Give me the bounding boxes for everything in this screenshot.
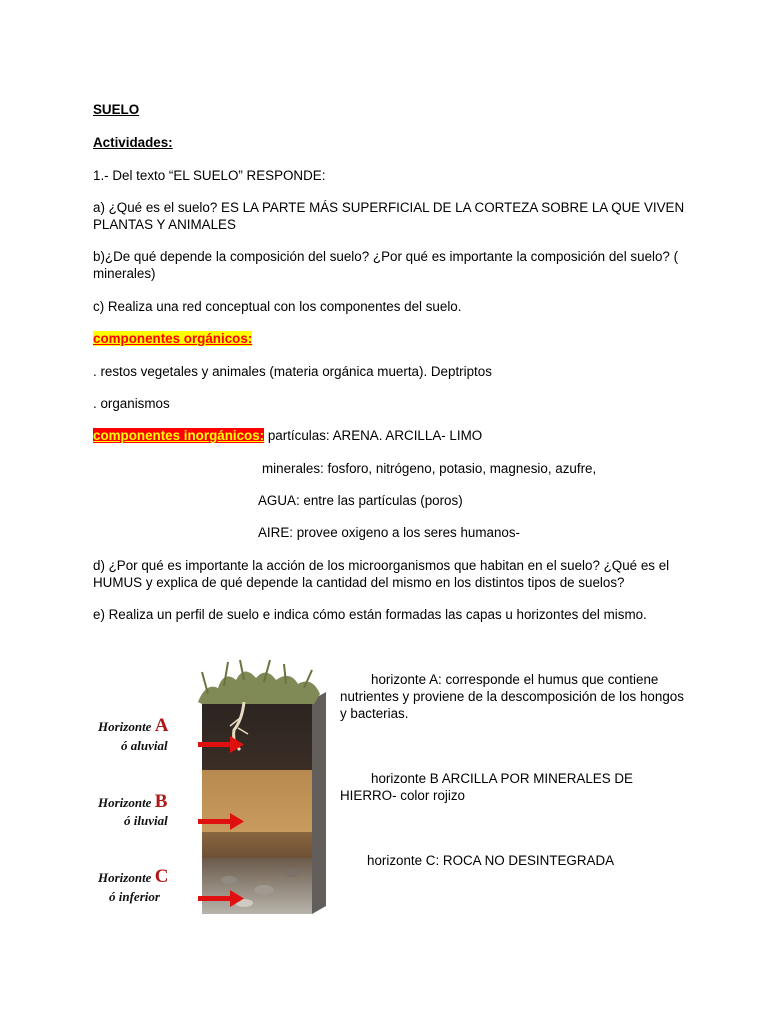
inorganic-heading-text: componentes inorgánicos: (93, 428, 265, 443)
activities-heading: Actividades: (93, 135, 173, 150)
organic-heading-text: componentes orgánicos: (93, 331, 253, 346)
question-d: d) ¿Por qué es importante la acción de los microorganismos que habitan en el suelo? ¿Qué es el HUMUS y explica de qué depende la cantidad del mismo en los distintos tipos de suelos? (93, 558, 670, 590)
question-c: c) Realiza una red conceptual con los componentes del suelo. (93, 299, 462, 314)
horizon-a-description: horizonte A: corresponde el humus que contiene nutrientes y proviene de la descomposición de los hongos y bacterias. (340, 672, 684, 721)
horizon-c-word: Horizonte (98, 870, 152, 885)
question-a: a) ¿Qué es el suelo? ES LA PARTE MÁS SUPERFICIAL DE LA CORTEZA SOBRE LA QUE VIVEN PLANTAS Y ANIMALES (93, 200, 685, 232)
page-title: SUELO (93, 102, 140, 117)
horizon-a-word: Horizonte (98, 719, 152, 734)
inorganic-item-4: AIRE: provee oxigeno a los seres humanos- (258, 525, 521, 540)
horizon-b-description: horizonte B ARCILLA POR MINERALES DE HIERRO- color rojizo (340, 771, 633, 803)
vegetation-top (198, 671, 320, 704)
organic-item-1: . restos vegetales y animales (materia orgánica muerta). Deptriptos (93, 364, 492, 379)
soil-profile-figure (94, 658, 344, 918)
rock (254, 885, 274, 895)
organic-heading (93, 330, 252, 347)
inorganic-heading-line (93, 427, 482, 444)
organic-item-2: . organismos (93, 396, 170, 411)
inorganic-item-1: partículas: ARENA. ARCILLA- LIMO (264, 428, 483, 443)
horizon-c-letter: C (154, 866, 169, 887)
inorganic-item-3: AGUA: entre las partículas (poros) (258, 493, 463, 508)
horizon-a-layer (202, 700, 312, 770)
question-e: e) Realiza un perfil de suelo e indica cómo están formadas las capas u horizontes del mismo. (93, 607, 647, 622)
horizon-c-layer (202, 858, 312, 914)
horizon-b-lower-layer (202, 832, 312, 858)
rock (221, 876, 237, 884)
horizon-b-label (98, 791, 167, 813)
column-side-face (312, 692, 326, 914)
horizon-b-word: Horizonte (98, 795, 152, 810)
horizon-c-sub: ó inferior (109, 889, 160, 904)
horizon-a-label (98, 715, 168, 737)
horizon-b-letter: B (154, 791, 168, 812)
horizon-a-letter: A (154, 715, 169, 736)
question-b: b)¿De qué depende la composición del suelo? ¿Por qué es importante la composición del suelo? ( minerales) (93, 249, 679, 281)
horizon-a-sub: ó aluvial (121, 738, 168, 753)
horizon-c-description: horizonte C: ROCA NO DESINTEGRADA (367, 853, 615, 868)
horizon-c-label (98, 866, 168, 888)
question-1: 1.- Del texto “EL SUELO” RESPONDE: (93, 168, 326, 183)
rock (285, 869, 299, 877)
inorganic-item-2: minerales: fosforo, nitrógeno, potasio, magnesio, azufre, (262, 461, 597, 476)
horizon-b-sub: ó iluvial (124, 813, 168, 828)
